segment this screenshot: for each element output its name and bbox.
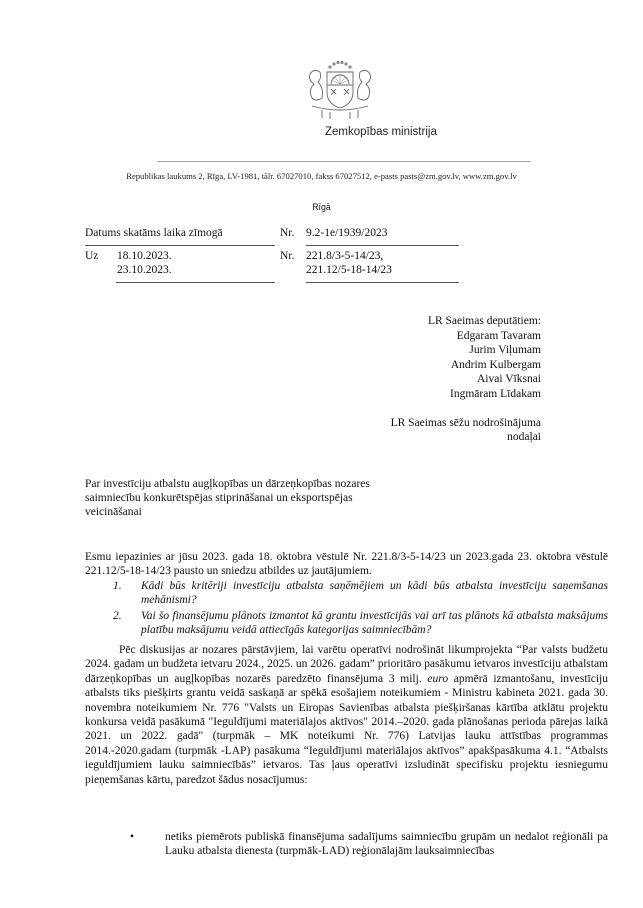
header-divider: [157, 161, 531, 162]
recipient-name: Aivai Vīksnai: [477, 373, 541, 386]
nr-label: Nr.: [280, 227, 295, 239]
bullet-list: [130, 830, 608, 859]
reference-divider: [116, 282, 275, 283]
intro-paragraph: Esmu iepazinies ar jūsu 2023. gada 18. oktobra vēstulē Nr. 221.8/3-5-14/23 un 2023.gada 23. oktobra vēstulē 221.12/5-18-14/23 pausto un sniedzu atbildes uz jautājumiem.: [85, 551, 608, 578]
recipient-group-title: LR Saeimas deputātiem:: [427, 315, 541, 327]
paragraph-text: Pēc diskusijas ar nozares pārstāvjiem, lai varētu operatīvi nodrošināt likumprojekta “Par valsts budžetu 2024. gadam un budžeta ietvaru 2024., 2025. un 2026. gadam” prioritāro pasākumu ietvaros investīciju atbalstam dārzeņkopības un augļkopības nozarēs paredzēto finansējuma 3 milj.: [85, 644, 608, 685]
currency-term: euro: [427, 672, 449, 685]
bullet-icon: •: [130, 831, 135, 843]
latvia-coat-of-arms-icon: [300, 58, 380, 120]
question-text: Kādi būs kritēriji investīciju atbalsta saņēmējiem un kādi būs atbalsta investīciju saņemšanas mehānismi?: [141, 580, 608, 607]
recipient-department: nodaļai: [507, 431, 541, 444]
question-number: 1.: [113, 580, 122, 592]
recipient-name: Ingmāram Līdakam: [449, 387, 541, 400]
uz-date-1: 18.10.2023.: [117, 250, 172, 262]
bullet-item: [130, 830, 608, 859]
ministry-name: Zemkopības ministrija: [325, 126, 437, 138]
question-text: Vai šo finansējumu plānots izmantot kā grantu investīcijās vai arī tas plānots kā atbalsta maksājums platību maksājumu veidā attiecīgās kategorijas saimniecībām?: [141, 609, 608, 637]
question-item: [113, 579, 608, 608]
question-number: 2.: [113, 609, 122, 622]
incoming-number-2: 221.12/5-18-14/23: [306, 264, 392, 276]
uz-label: Uz: [85, 250, 99, 262]
city: Rīgā: [312, 202, 331, 212]
letter-subject: Par investīciju atbalstu augļkopības un dārzeņkopības nozares saimniecību konkurētspējas stiprināšanai un eksportspējas veicināšanai: [85, 478, 370, 519]
incoming-number-1: 221.8/3-5-14/23,: [306, 250, 384, 262]
document-number: 9.2-1e/1939/2023: [306, 227, 388, 239]
reference-divider: [85, 245, 275, 246]
question-list: [113, 579, 608, 638]
ministry-address: Republikas laukums 2, Rīga, LV-1981, tālr. 67027010, fakss 67027512, e-pasts pasts@zm.gov.lv, www.zm.gov.lv: [126, 171, 517, 181]
reference-divider: [306, 245, 459, 246]
reference-divider: [306, 282, 459, 283]
date-label: Datums skatāms laika zīmogā: [85, 227, 223, 239]
recipient-name: Jurim Viļumam: [469, 344, 541, 357]
recipient-name: Edgaram Tavaram: [456, 329, 541, 342]
paragraph-text: apmērā izmantošanu, investīciju atbalsts tiks piešķirts grantu veidā saskaņā ar spēkā esošajiem noteikumiem - Ministru kabineta 2021. gada 30. novembra noteikumiem Nr. 776 "Valsts un Eiropas Savienības atbalsta piešķiršanas kārtība atklātu projektu konkursa veidā pasākumā "Ieguldījumi materiālajos aktīvos" 2014.–2020. gada plānošanas perioda pārejas laikā 2021. un 2022. gadā" (turpmāk – MK noteikumi Nr. 776) Latvijas lauku attīstības programmas 2014.-2020.gadam (turpmāk -LAP) pasākuma “Ieguldījumi materiālajos aktīvos” apakšpasākuma 4.1. “Atbalsts ieguldījumiem lauku saimniecībās” ietvaros. Tas ļaus operatīvi izsludināt specifisku projektu iesniegumu pieņemšanas kārtu, paredzot šādus nosacījumus:: [85, 672, 608, 786]
question-item: [113, 609, 608, 638]
recipient-name: Andrim Kulbergam: [450, 358, 541, 371]
bullet-text: netiks piemērots publiskā finansējuma sadalījums saimniecību grupām un nedalot reģionāli pa Lauku atbalsta dienesta (turpmāk-LAD) reģionālajām lauksaimniecības: [165, 831, 608, 858]
main-paragraph: [85, 643, 608, 787]
nr2-label: Nr.: [280, 250, 295, 262]
uz-date-2: 23.10.2023.: [117, 264, 172, 276]
recipient-department: LR Saeimas sēžu nodrošinājuma: [390, 416, 541, 429]
recipients-block: [391, 314, 541, 445]
